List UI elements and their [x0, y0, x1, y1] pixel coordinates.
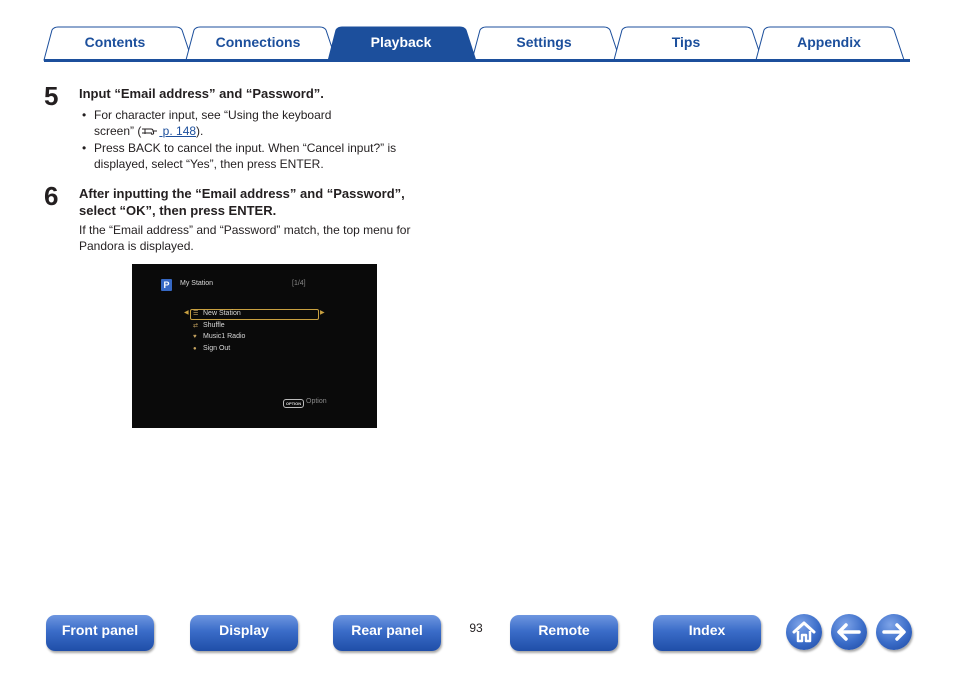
step-6-title-line-2: select “OK”, then press ENTER. — [79, 203, 277, 218]
menu-item-label: Shuffle — [203, 322, 225, 329]
step-6-title-line-1: After inputting the “Email address” and “Password”, — [79, 186, 405, 201]
menu-item-shuffle[interactable] — [193, 321, 225, 331]
forward-button[interactable] — [876, 614, 912, 650]
step-5-bullet-2-line-1: Press BACK to cancel the input. When “Cancel input?” is — [94, 141, 397, 155]
option-button-icon: OPTION — [283, 399, 304, 408]
step-5-number: 5 — [44, 81, 59, 111]
menu-item-sign-out[interactable] — [193, 344, 230, 354]
sign-out-icon: ● — [193, 346, 197, 352]
back-button[interactable] — [831, 614, 867, 650]
remote-button[interactable]: Remote — [510, 615, 618, 651]
pandora-logo: P — [161, 279, 172, 291]
screen-title: My Station — [180, 280, 214, 287]
right-arrow-icon: ▶ — [320, 310, 325, 316]
index-button[interactable]: Index — [653, 615, 761, 651]
tab-appendix[interactable]: Appendix — [797, 34, 861, 50]
page-148-link[interactable]: p. 148 — [159, 124, 197, 138]
bullet-dot: • — [82, 108, 87, 122]
tab-tips[interactable]: Tips — [671, 34, 701, 50]
arrow-left-icon — [831, 614, 867, 650]
tab-connections[interactable]: Connections — [215, 34, 301, 50]
step-5-bullet-1-line-1: For character input, see “Using the keyboard — [94, 108, 332, 122]
tab-playback[interactable]: Playback — [370, 34, 432, 50]
arrow-right-icon — [876, 614, 912, 650]
front-panel-button[interactable]: Front panel — [46, 615, 154, 651]
new-station-icon: ☰ — [193, 311, 199, 317]
option-label: Option — [306, 398, 327, 405]
tab-contents[interactable]: Contents — [84, 34, 146, 50]
tab-bar — [0, 0, 954, 64]
step-5-bullet-2-line-2: displayed, select “Yes”, then press ENTER. — [94, 157, 324, 171]
pandora-screen — [132, 264, 377, 428]
menu-item-label: Music1 Radio — [203, 333, 246, 340]
station-icon: ♥ — [193, 334, 197, 340]
step-5-bullet-1-pre: screen” ( — [94, 124, 142, 138]
bullet-dot: • — [82, 141, 87, 155]
screen-page-indicator: [1/4] — [292, 280, 306, 287]
display-button[interactable]: Display — [190, 615, 298, 651]
step-5-bullet-1-post: ). — [196, 124, 204, 138]
tab-rule — [44, 59, 910, 62]
step-5-title: Input “Email address” and “Password”. — [79, 86, 324, 101]
step-6-body-line-1: If the “Email address” and “Password” match, the top menu for — [79, 223, 411, 237]
page-number: 93 — [469, 621, 483, 635]
menu-item-label: New Station — [203, 310, 241, 317]
tab-settings[interactable]: Settings — [516, 34, 572, 50]
home-button[interactable] — [786, 614, 822, 650]
rear-panel-button[interactable]: Rear panel — [333, 615, 441, 651]
shuffle-icon: ⇄ — [193, 323, 199, 329]
step-6-body-line-2: Pandora is displayed. — [79, 239, 194, 253]
menu-item-new-station[interactable] — [193, 309, 241, 319]
menu-item-music1-radio[interactable] — [193, 332, 245, 342]
pointing-hand-icon — [141, 124, 159, 134]
home-icon — [786, 614, 822, 650]
left-arrow-icon: ◀ — [184, 310, 189, 316]
tab-shapes — [0, 0, 954, 64]
step-6-number: 6 — [44, 181, 59, 211]
menu-item-label: Sign Out — [203, 345, 231, 352]
step-5-bullet-1-line-2 — [94, 123, 203, 139]
